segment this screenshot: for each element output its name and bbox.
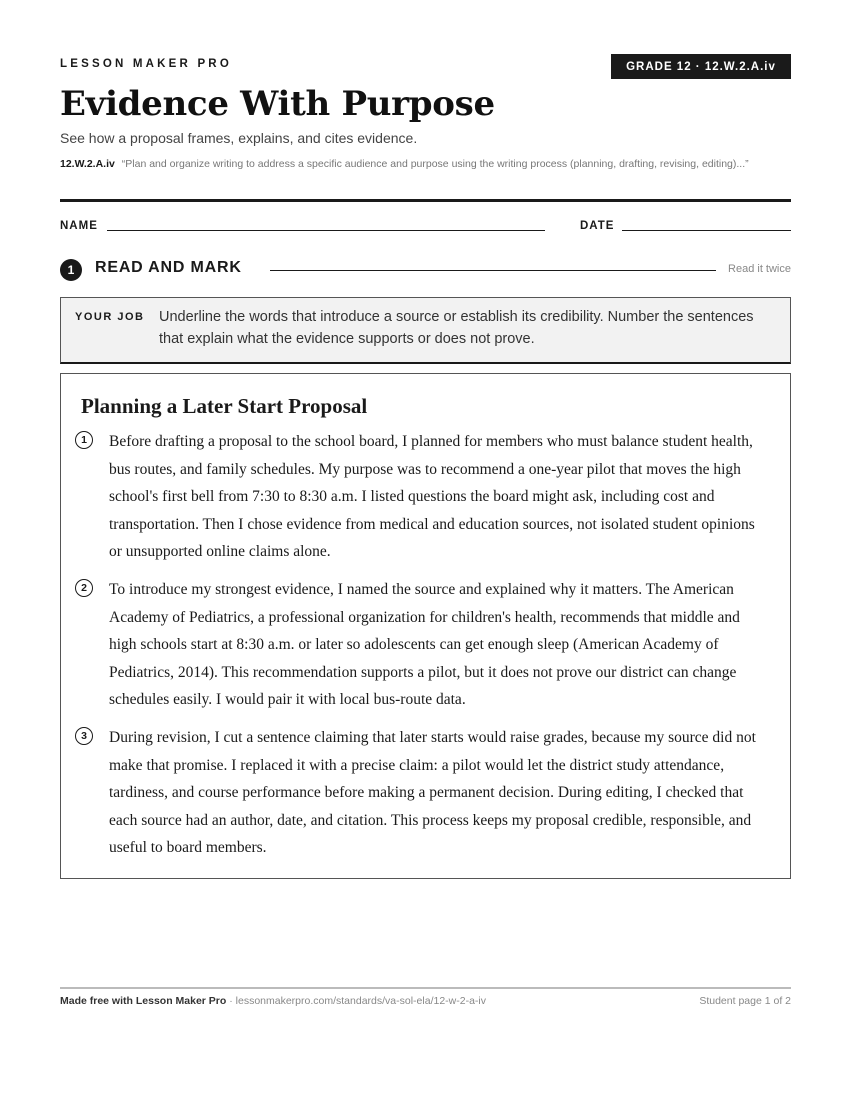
footer-page-number: Student page 1 of 2 xyxy=(699,995,791,1007)
paragraph-number: 3 xyxy=(75,727,93,745)
standard-code: 12.W.2.A.iv xyxy=(60,158,115,170)
brand-name: LESSON MAKER PRO xyxy=(60,58,232,70)
instructions-label: YOUR JOB xyxy=(75,311,145,323)
footer-url[interactable]: · lessonmakerpro.com/standards/va-sol-ela/12-w-2-a-iv xyxy=(229,995,486,1007)
section-note: Read it twice xyxy=(728,263,791,275)
paragraph-text: During revision, I cut a sentence claiming that later starts would raise grades, because my source did not make that promise. I replaced it with a precise claim: a pilot would let the district study attendance, tardiness, and course performance before making a permanent decision. During editing, I checked that each source had an author, date, and citation. This process keeps my proposal credible, responsible, and useful to board members. xyxy=(109,729,756,857)
footer-divider xyxy=(60,987,791,989)
name-label: NAME xyxy=(60,220,98,232)
name-field[interactable] xyxy=(107,230,545,231)
section-title: READ AND MARK xyxy=(95,259,242,276)
section-divider xyxy=(270,270,716,271)
passage-title: Planning a Later Start Proposal xyxy=(81,394,368,418)
footer-credit xyxy=(60,995,486,1007)
grade-badge: GRADE 12 · 12.W.2.A.iv xyxy=(611,54,791,79)
page-subtitle: See how a proposal frames, explains, and cites evidence. xyxy=(60,130,418,146)
reading-passage xyxy=(60,373,791,879)
paragraph-text: To introduce my strongest evidence, I named the source and explained why it matters. The American Academy of Pediatrics, a professional organization for children's health, recommends that middle and high schools start at 8:30 a.m. or later so adolescents can get enough sleep (American Academy of Pediatrics, 2014). This recommendation supports a pilot, but it does not prove our district can change schedules easily. I would pair it with local bus-route data. xyxy=(109,581,740,709)
standard-text: “Plan and organize writing to address a specific audience and purpose using the writing process (planning, drafting, revising, editing)...” xyxy=(121,158,749,170)
header-divider xyxy=(60,199,791,202)
paragraph-text: Before drafting a proposal to the school board, I planned for members who must balance student health, bus routes, and family schedules. My purpose was to recommend a one-year pilot that moves the high school's first bell from 7:30 to 8:30 a.m. I listed questions the board might ask, including cost and transportation. Then I chose evidence from medical and education sources, not isolated student opinions or unsupported online claims alone. xyxy=(109,433,755,561)
instructions-box xyxy=(60,297,791,364)
footer-made-with: Made free with Lesson Maker Pro xyxy=(60,995,227,1007)
page-title: Evidence With Purpose xyxy=(60,84,495,124)
instructions-text: Underline the words that introduce a source or establish its credibility. Number the sentences that explain what the evidence supports or does not prove. xyxy=(159,309,754,347)
paragraph-number: 1 xyxy=(75,431,93,449)
worksheet-page xyxy=(60,0,791,1100)
date-field[interactable] xyxy=(622,230,791,231)
date-label: DATE xyxy=(580,220,615,232)
paragraph-number: 2 xyxy=(75,579,93,597)
standard-description xyxy=(60,156,791,173)
section-number-badge: 1 xyxy=(60,259,82,281)
